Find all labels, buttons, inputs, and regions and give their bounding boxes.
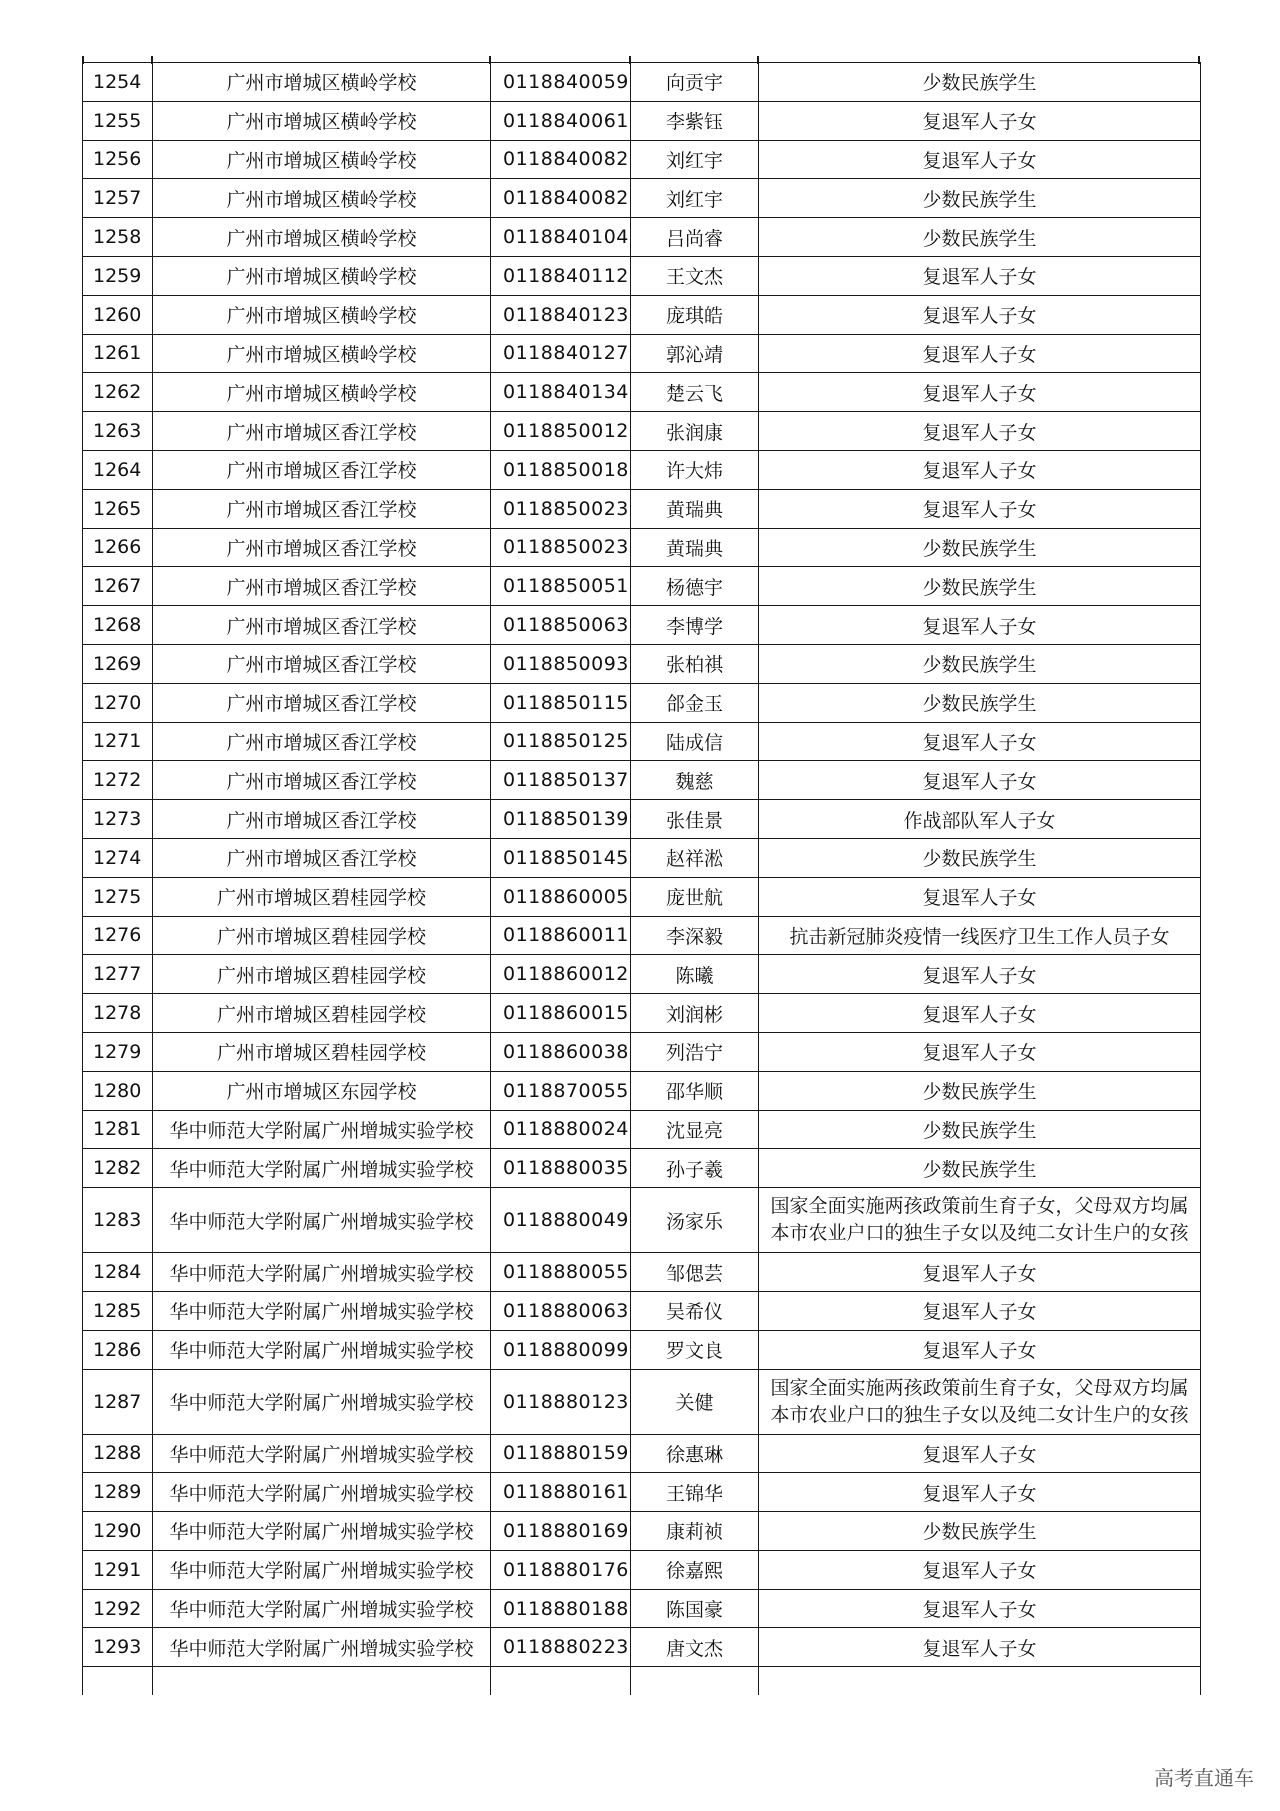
category: 少数民族学生 (759, 644, 1201, 683)
student-id: 0118840061 (491, 101, 631, 140)
student-name: 李深毅 (631, 916, 759, 955)
student-name: 魏慈 (631, 761, 759, 800)
row-number: 1261 (83, 334, 153, 373)
school-name: 广州市增城区香江学校 (153, 489, 491, 528)
school-name: 广州市增城区香江学校 (153, 800, 491, 839)
table-row (83, 1473, 1201, 1512)
category: 国家全面实施两孩政策前生育子女，父母双方均属本市农业户口的独生子女以及纯二女计生户的女孩 (759, 1369, 1201, 1434)
row-number: 1293 (83, 1628, 153, 1667)
student-id: 0118880159 (491, 1434, 631, 1473)
row-number: 1292 (83, 1589, 153, 1628)
row-number: 1254 (83, 63, 153, 102)
category: 复退军人子女 (759, 256, 1201, 295)
table-row (83, 218, 1201, 257)
row-number: 1267 (83, 567, 153, 606)
table-row (83, 955, 1201, 994)
row-number: 1281 (83, 1110, 153, 1149)
row-number: 1255 (83, 101, 153, 140)
school-name: 华中师范大学附属广州增城实验学校 (153, 1473, 491, 1512)
table-row (83, 63, 1201, 102)
row-number: 1291 (83, 1550, 153, 1589)
category: 复退军人子女 (759, 1589, 1201, 1628)
row-number: 1259 (83, 256, 153, 295)
student-id: 0118840112 (491, 256, 631, 295)
student-id: 0118840127 (491, 334, 631, 373)
table-row (83, 644, 1201, 683)
student-name: 邹偲芸 (631, 1253, 759, 1292)
school-name: 华中师范大学附属广州增城实验学校 (153, 1628, 491, 1667)
student-name: 唐文杰 (631, 1628, 759, 1667)
student-id: 0118850093 (491, 644, 631, 683)
student-name: 庞世航 (631, 877, 759, 916)
school-name: 广州市增城区横岭学校 (153, 373, 491, 412)
student-id: 0118880169 (491, 1512, 631, 1551)
data-table (82, 62, 1201, 1695)
table-row (83, 1369, 1201, 1434)
student-name: 杨德宇 (631, 567, 759, 606)
student-name: 张佳景 (631, 800, 759, 839)
student-name: 汤家乐 (631, 1188, 759, 1253)
student-id: 0118880099 (491, 1330, 631, 1369)
blank-row (83, 1667, 1201, 1696)
student-name: 罗文良 (631, 1330, 759, 1369)
school-name: 广州市增城区横岭学校 (153, 179, 491, 218)
student-id: 0118850018 (491, 450, 631, 489)
table-row (83, 1071, 1201, 1110)
student-name: 王锦华 (631, 1473, 759, 1512)
student-id: 0118850139 (491, 800, 631, 839)
row-number: 1257 (83, 179, 153, 218)
student-name: 赵祥淞 (631, 838, 759, 877)
table-row (83, 334, 1201, 373)
row-number: 1277 (83, 955, 153, 994)
category: 复退军人子女 (759, 450, 1201, 489)
table-row (83, 916, 1201, 955)
table-row (83, 412, 1201, 451)
table-row (83, 140, 1201, 179)
row-number: 1260 (83, 295, 153, 334)
student-id: 0118840059 (491, 63, 631, 102)
student-name: 王文杰 (631, 256, 759, 295)
school-name: 广州市增城区碧桂园学校 (153, 877, 491, 916)
school-name: 华中师范大学附属广州增城实验学校 (153, 1149, 491, 1188)
student-id: 0118850063 (491, 606, 631, 645)
table-row (83, 1110, 1201, 1149)
empty-cell (153, 1667, 491, 1696)
school-name: 广州市增城区碧桂园学校 (153, 994, 491, 1033)
category: 复退军人子女 (759, 994, 1201, 1033)
empty-cell (759, 1667, 1201, 1696)
empty-cell (83, 1667, 153, 1696)
student-id: 0118880188 (491, 1589, 631, 1628)
school-name: 广州市增城区横岭学校 (153, 63, 491, 102)
student-id: 0118880024 (491, 1110, 631, 1149)
table-row (83, 1330, 1201, 1369)
student-name: 列浩宁 (631, 1032, 759, 1071)
table-row (83, 838, 1201, 877)
school-name: 广州市增城区香江学校 (153, 528, 491, 567)
student-id: 0118850051 (491, 567, 631, 606)
table-row (83, 1253, 1201, 1292)
student-name: 刘红宇 (631, 140, 759, 179)
student-name: 许大炜 (631, 450, 759, 489)
table-row (83, 373, 1201, 412)
empty-cell (491, 1667, 631, 1696)
school-name: 广州市增城区碧桂园学校 (153, 916, 491, 955)
school-name: 华中师范大学附属广州增城实验学校 (153, 1369, 491, 1434)
student-id: 0118850012 (491, 412, 631, 451)
student-name: 康莉祯 (631, 1512, 759, 1551)
table-row (83, 1188, 1201, 1253)
row-number: 1265 (83, 489, 153, 528)
table-row (83, 722, 1201, 761)
category: 复退军人子女 (759, 1032, 1201, 1071)
student-id: 0118880049 (491, 1188, 631, 1253)
table-row (83, 1512, 1201, 1551)
student-id: 0118840123 (491, 295, 631, 334)
row-number: 1271 (83, 722, 153, 761)
table-row (83, 683, 1201, 722)
table-row (83, 761, 1201, 800)
school-name: 广州市增城区香江学校 (153, 450, 491, 489)
student-name: 李博学 (631, 606, 759, 645)
category: 复退军人子女 (759, 761, 1201, 800)
category: 复退军人子女 (759, 101, 1201, 140)
row-number: 1273 (83, 800, 153, 839)
category: 少数民族学生 (759, 1149, 1201, 1188)
school-name: 广州市增城区横岭学校 (153, 140, 491, 179)
category: 复退军人子女 (759, 140, 1201, 179)
student-name: 徐惠琳 (631, 1434, 759, 1473)
category: 国家全面实施两孩政策前生育子女，父母双方均属本市农业户口的独生子女以及纯二女计生户的女孩 (759, 1188, 1201, 1253)
student-id: 0118880035 (491, 1149, 631, 1188)
school-name: 广州市增城区香江学校 (153, 567, 491, 606)
table-row (83, 1628, 1201, 1667)
category: 复退军人子女 (759, 1473, 1201, 1512)
student-name: 陆成信 (631, 722, 759, 761)
category: 复退军人子女 (759, 877, 1201, 916)
category: 复退军人子女 (759, 295, 1201, 334)
student-id: 0118840134 (491, 373, 631, 412)
school-name: 华中师范大学附属广州增城实验学校 (153, 1188, 491, 1253)
row-number: 1288 (83, 1434, 153, 1473)
student-name: 郃金玉 (631, 683, 759, 722)
category: 少数民族学生 (759, 1071, 1201, 1110)
student-name: 黄瑞典 (631, 528, 759, 567)
student-name: 关健 (631, 1369, 759, 1434)
student-name: 吕尚睿 (631, 218, 759, 257)
school-name: 华中师范大学附属广州增城实验学校 (153, 1330, 491, 1369)
student-name: 张柏祺 (631, 644, 759, 683)
student-id: 0118880063 (491, 1291, 631, 1330)
row-number: 1290 (83, 1512, 153, 1551)
student-id: 0118840082 (491, 179, 631, 218)
student-name: 李紫钰 (631, 101, 759, 140)
category: 少数民族学生 (759, 567, 1201, 606)
student-id: 0118850023 (491, 528, 631, 567)
student-name: 沈显亮 (631, 1110, 759, 1149)
student-id: 0118860038 (491, 1032, 631, 1071)
table-row (83, 1032, 1201, 1071)
category: 少数民族学生 (759, 528, 1201, 567)
table-row (83, 1434, 1201, 1473)
row-number: 1283 (83, 1188, 153, 1253)
student-id: 0118840082 (491, 140, 631, 179)
student-id: 0118880123 (491, 1369, 631, 1434)
school-name: 广州市增城区横岭学校 (153, 256, 491, 295)
table-row (83, 256, 1201, 295)
student-id: 0118850023 (491, 489, 631, 528)
student-id: 0118880223 (491, 1628, 631, 1667)
row-number: 1287 (83, 1369, 153, 1434)
category: 复退军人子女 (759, 1550, 1201, 1589)
table-row (83, 1291, 1201, 1330)
category: 少数民族学生 (759, 1110, 1201, 1149)
student-name: 郭沁靖 (631, 334, 759, 373)
school-name: 华中师范大学附属广州增城实验学校 (153, 1253, 491, 1292)
school-name: 广州市增城区香江学校 (153, 761, 491, 800)
table-body (83, 63, 1201, 1696)
admission-list-table (82, 62, 1200, 1695)
student-name: 向贡宇 (631, 63, 759, 102)
student-id: 0118860011 (491, 916, 631, 955)
student-id: 0118850145 (491, 838, 631, 877)
category: 复退军人子女 (759, 412, 1201, 451)
school-name: 华中师范大学附属广州增城实验学校 (153, 1550, 491, 1589)
student-name: 孙子羲 (631, 1149, 759, 1188)
category: 复退军人子女 (759, 1291, 1201, 1330)
table-row (83, 101, 1201, 140)
student-id: 0118880176 (491, 1550, 631, 1589)
table-row (83, 295, 1201, 334)
student-id: 0118850137 (491, 761, 631, 800)
school-name: 广州市增城区横岭学校 (153, 334, 491, 373)
table-row (83, 877, 1201, 916)
row-number: 1286 (83, 1330, 153, 1369)
school-name: 广州市增城区香江学校 (153, 606, 491, 645)
school-name: 华中师范大学附属广州增城实验学校 (153, 1512, 491, 1551)
table-row (83, 1149, 1201, 1188)
school-name: 广州市增城区香江学校 (153, 683, 491, 722)
school-name: 广州市增城区碧桂园学校 (153, 955, 491, 994)
student-id: 0118850115 (491, 683, 631, 722)
table-row (83, 567, 1201, 606)
school-name: 广州市增城区碧桂园学校 (153, 1032, 491, 1071)
school-name: 华中师范大学附属广州增城实验学校 (153, 1434, 491, 1473)
student-name: 陈国豪 (631, 1589, 759, 1628)
student-name: 庞琪皓 (631, 295, 759, 334)
category: 少数民族学生 (759, 63, 1201, 102)
student-id: 0118880055 (491, 1253, 631, 1292)
row-number: 1282 (83, 1149, 153, 1188)
category: 复退军人子女 (759, 722, 1201, 761)
category: 复退军人子女 (759, 1628, 1201, 1667)
student-name: 楚云飞 (631, 373, 759, 412)
student-name: 吴希仪 (631, 1291, 759, 1330)
row-number: 1256 (83, 140, 153, 179)
row-number: 1280 (83, 1071, 153, 1110)
school-name: 广州市增城区横岭学校 (153, 218, 491, 257)
empty-cell (631, 1667, 759, 1696)
table-row (83, 994, 1201, 1033)
row-number: 1276 (83, 916, 153, 955)
category: 复退军人子女 (759, 334, 1201, 373)
category: 少数民族学生 (759, 1512, 1201, 1551)
category: 少数民族学生 (759, 838, 1201, 877)
student-id: 0118850125 (491, 722, 631, 761)
school-name: 华中师范大学附属广州增城实验学校 (153, 1291, 491, 1330)
school-name: 华中师范大学附属广州增城实验学校 (153, 1589, 491, 1628)
row-number: 1263 (83, 412, 153, 451)
row-number: 1279 (83, 1032, 153, 1071)
school-name: 广州市增城区香江学校 (153, 412, 491, 451)
table-row (83, 1550, 1201, 1589)
school-name: 广州市增城区东园学校 (153, 1071, 491, 1110)
category: 复退军人子女 (759, 1253, 1201, 1292)
student-id: 0118860012 (491, 955, 631, 994)
category: 复退军人子女 (759, 1434, 1201, 1473)
category: 作战部队军人子女 (759, 800, 1201, 839)
category: 复退军人子女 (759, 606, 1201, 645)
category: 复退军人子女 (759, 955, 1201, 994)
student-name: 邵华顺 (631, 1071, 759, 1110)
student-name: 刘红宇 (631, 179, 759, 218)
student-id: 0118860005 (491, 877, 631, 916)
school-name: 广州市增城区香江学校 (153, 838, 491, 877)
student-name: 张润康 (631, 412, 759, 451)
category: 少数民族学生 (759, 179, 1201, 218)
category: 复退军人子女 (759, 489, 1201, 528)
row-number: 1278 (83, 994, 153, 1033)
category: 少数民族学生 (759, 683, 1201, 722)
category: 抗击新冠肺炎疫情一线医疗卫生工作人员子女 (759, 916, 1201, 955)
table-row (83, 800, 1201, 839)
table-row (83, 528, 1201, 567)
table-row (83, 179, 1201, 218)
student-id: 0118840104 (491, 218, 631, 257)
row-number: 1262 (83, 373, 153, 412)
row-number: 1258 (83, 218, 153, 257)
student-name: 徐嘉熙 (631, 1550, 759, 1589)
table-row (83, 450, 1201, 489)
row-number: 1270 (83, 683, 153, 722)
watermark: 高考直通车 (1154, 1766, 1254, 1790)
row-number: 1274 (83, 838, 153, 877)
school-name: 广州市增城区香江学校 (153, 644, 491, 683)
row-number: 1289 (83, 1473, 153, 1512)
row-number: 1266 (83, 528, 153, 567)
category: 复退军人子女 (759, 373, 1201, 412)
row-number: 1275 (83, 877, 153, 916)
table-row (83, 489, 1201, 528)
student-id: 0118880161 (491, 1473, 631, 1512)
student-name: 刘润彬 (631, 994, 759, 1033)
row-number: 1269 (83, 644, 153, 683)
row-number: 1264 (83, 450, 153, 489)
student-name: 陈曦 (631, 955, 759, 994)
school-name: 广州市增城区横岭学校 (153, 295, 491, 334)
category: 少数民族学生 (759, 218, 1201, 257)
school-name: 华中师范大学附属广州增城实验学校 (153, 1110, 491, 1149)
student-id: 0118860015 (491, 994, 631, 1033)
school-name: 广州市增城区香江学校 (153, 722, 491, 761)
row-number: 1284 (83, 1253, 153, 1292)
row-number: 1272 (83, 761, 153, 800)
row-number: 1285 (83, 1291, 153, 1330)
category: 复退军人子女 (759, 1330, 1201, 1369)
school-name: 广州市增城区横岭学校 (153, 101, 491, 140)
table-row (83, 606, 1201, 645)
student-id: 0118870055 (491, 1071, 631, 1110)
row-number: 1268 (83, 606, 153, 645)
table-row (83, 1589, 1201, 1628)
student-name: 黄瑞典 (631, 489, 759, 528)
